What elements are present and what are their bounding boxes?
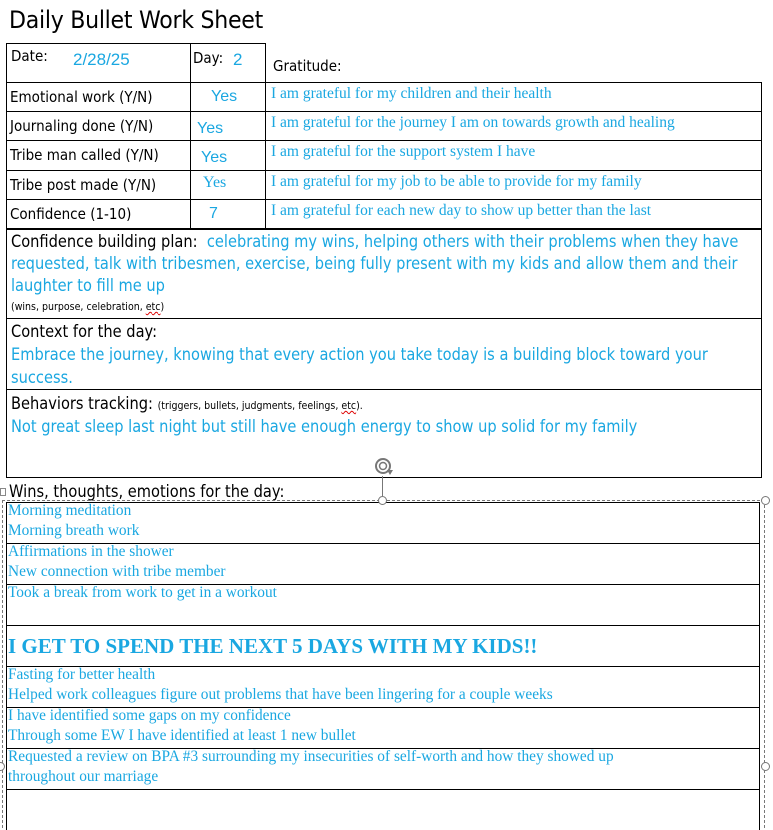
behaviors-label: Behaviors tracking: xyxy=(11,394,153,414)
wins-item: Through some EW I have identified at least 1 new bullet xyxy=(8,727,356,744)
row-value: Yes xyxy=(211,88,238,105)
wins-label: Wins, thoughts, emotions for the day: xyxy=(9,482,285,502)
row-label: Emotional work (Y/N) xyxy=(10,88,153,106)
gratitude-cell[interactable] xyxy=(265,170,762,200)
wins-highlight: I GET TO SPEND THE NEXT 5 DAYS WITH MY KIDS!! xyxy=(8,634,538,658)
row-value-cell[interactable] xyxy=(190,199,266,230)
confidence-plan-text-3: laughter to fill me up xyxy=(11,276,165,296)
wins-item: Helped work colleagues figure out problems that have been lingering for a couple weeks xyxy=(8,686,553,703)
wins-row[interactable] xyxy=(6,666,760,708)
wins-row[interactable] xyxy=(6,502,760,544)
gratitude-cell[interactable] xyxy=(265,82,762,112)
wins-item: Took a break from work to get in a workout xyxy=(8,584,277,601)
wins-row[interactable] xyxy=(6,789,760,830)
behaviors-hint-etc: etc xyxy=(341,399,357,412)
behaviors-text: Not great sleep last night but still have enough energy to show up solid for my family xyxy=(11,417,638,437)
day-value: 2 xyxy=(233,50,243,69)
confidence-plan-label: Confidence building plan: xyxy=(11,232,198,252)
wins-row[interactable] xyxy=(6,543,760,585)
page-title: Daily Bullet Work Sheet xyxy=(9,6,263,34)
hint-etc: etc xyxy=(145,300,161,313)
wins-item: Fasting for better health xyxy=(8,666,156,683)
wins-item: throughout our marriage xyxy=(8,768,159,785)
confidence-plan-line1 xyxy=(11,232,738,252)
date-value: 2/28/25 xyxy=(73,50,130,69)
wins-row[interactable] xyxy=(6,707,760,749)
wins-row[interactable] xyxy=(6,748,760,790)
gratitude-text: I am grateful for the journey I am on towards growth and healing xyxy=(271,114,675,131)
confidence-plan-text-2: requested, talk with tribesmen, exercise, being fully present with my kids and allow them and their xyxy=(11,254,738,274)
row-label-cell[interactable] xyxy=(6,140,191,171)
table-move-handle-icon[interactable] xyxy=(0,488,6,496)
context-text-1: Embrace the journey, knowing that every action you take today is a building block toward your xyxy=(11,345,708,365)
context-text-2: success. xyxy=(11,368,73,388)
gratitude-text: I am grateful for the support system I have xyxy=(271,143,536,160)
row-label-cell[interactable] xyxy=(6,82,191,112)
row-label-cell[interactable] xyxy=(6,111,191,141)
behaviors-header xyxy=(11,394,363,414)
gratitude-text: I am grateful for each new day to show up better than the last xyxy=(271,202,652,219)
gratitude-cell[interactable] xyxy=(265,199,762,230)
row-label-cell[interactable] xyxy=(6,170,191,200)
row-value-cell[interactable] xyxy=(190,82,266,112)
row-value: Yes xyxy=(201,149,228,166)
wins-item: Morning meditation xyxy=(8,502,132,519)
context-box[interactable] xyxy=(6,318,762,390)
gratitude-label: Gratitude: xyxy=(273,57,342,75)
confidence-plan-text-1: celebrating my wins, helping others with their problems when they have xyxy=(206,232,739,252)
confidence-plan-hint xyxy=(11,300,164,313)
row-label-cell[interactable] xyxy=(6,199,191,230)
resize-handle-icon[interactable] xyxy=(761,496,770,505)
rotate-handle-stem xyxy=(382,476,383,496)
row-label: Confidence (1-10) xyxy=(10,205,132,223)
resize-handle-icon[interactable] xyxy=(761,762,770,771)
row-value: Yes xyxy=(203,174,227,191)
wins-item: New connection with tribe member xyxy=(8,563,226,580)
wins-item: Affirmations in the shower xyxy=(8,543,174,560)
day-label: Day: xyxy=(193,49,224,67)
row-label: Tribe man called (Y/N) xyxy=(10,146,159,164)
row-value-cell[interactable] xyxy=(190,111,266,141)
confidence-plan-box[interactable] xyxy=(6,228,762,319)
gratitude-text: I am grateful for my children and their health xyxy=(271,85,552,102)
behaviors-hint: (triggers, bullets, judgments, feelings, xyxy=(157,399,342,412)
wins-row[interactable] xyxy=(6,625,760,667)
context-label: Context for the day: xyxy=(11,322,158,342)
row-value-cell[interactable] xyxy=(190,140,266,171)
wins-item: Morning breath work xyxy=(8,522,140,539)
row-value-cell[interactable] xyxy=(190,170,266,200)
date-label: Date: xyxy=(11,47,48,65)
row-label: Journaling done (Y/N) xyxy=(10,117,154,135)
row-value: 7 xyxy=(209,205,218,222)
behaviors-hint-suffix: ). xyxy=(356,399,363,412)
gratitude-text: I am grateful for my job to be able to provide for my family xyxy=(271,173,642,190)
wins-item: Requested a review on BPA #3 surrounding my insecurities of self-worth and how they showed up xyxy=(8,748,614,765)
day-cell[interactable] xyxy=(190,43,266,83)
hint-suffix: ) xyxy=(160,300,165,313)
hint-text: (wins, purpose, celebration, xyxy=(11,300,146,313)
gratitude-cell[interactable] xyxy=(265,140,762,171)
wins-row[interactable] xyxy=(6,584,760,626)
row-label: Tribe post made (Y/N) xyxy=(10,176,157,194)
rotate-handle-icon[interactable] xyxy=(373,456,395,478)
wins-item: I have identified some gaps on my confidence xyxy=(8,707,291,724)
gratitude-cell[interactable] xyxy=(265,111,762,141)
date-cell[interactable] xyxy=(6,43,191,83)
row-value: Yes xyxy=(197,120,224,137)
resize-handle-icon[interactable] xyxy=(378,496,387,505)
